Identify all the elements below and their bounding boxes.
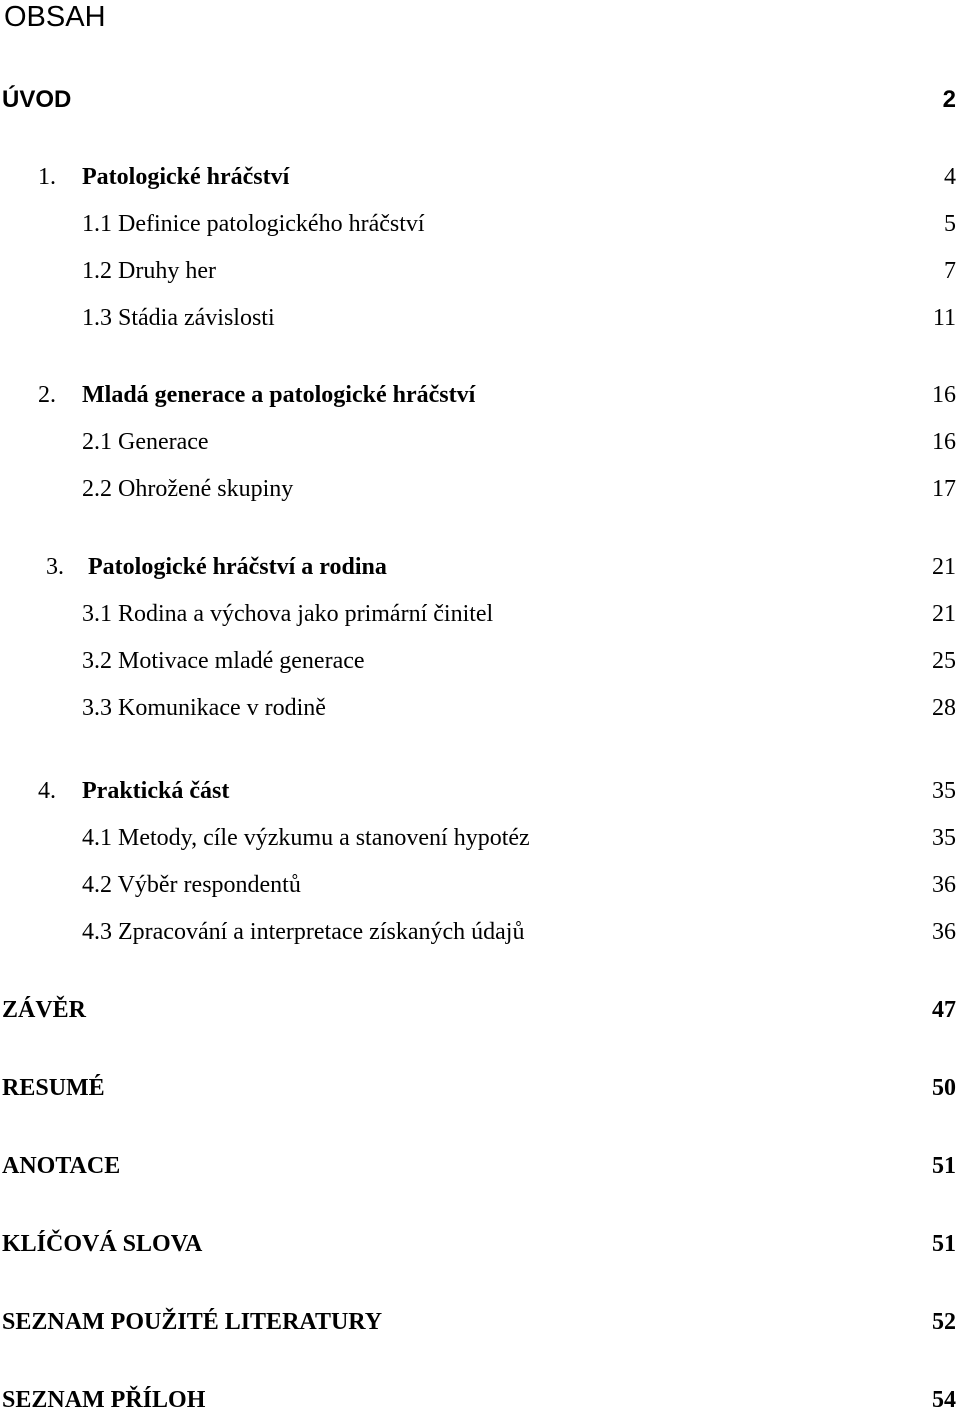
- toc-entry-page: 52: [932, 1309, 956, 1335]
- toc-entry-klicova-slova[interactable]: [0, 1229, 960, 1259]
- toc-section-1-1[interactable]: [0, 209, 960, 239]
- toc-entry-title: 1.2 Druhy her: [82, 258, 216, 284]
- toc-entry-title: ZÁVĚR: [2, 997, 87, 1023]
- toc-entry-page: 7: [944, 258, 956, 284]
- toc-entry-title: RESUMÉ: [2, 1075, 105, 1101]
- toc-entry-title: 4.1 Metody, cíle výzkumu a stanovení hypotéz: [82, 825, 530, 851]
- toc-entry-resume[interactable]: [0, 1073, 960, 1103]
- toc-section-1-2[interactable]: [0, 256, 960, 286]
- toc-entry-title: ANOTACE: [2, 1153, 121, 1179]
- toc-entry-page: 51: [932, 1231, 956, 1257]
- toc-entry-page: 54: [932, 1387, 956, 1413]
- toc-entry-page: 35: [932, 778, 956, 804]
- toc-entry-seznam-priloh[interactable]: [0, 1385, 960, 1415]
- toc-entry-title: 4.2 Výběr respondentů: [82, 872, 301, 898]
- toc-section-2-1[interactable]: [0, 427, 960, 457]
- toc-entry-page: 4: [944, 164, 956, 190]
- toc-entry-title: SEZNAM POUŽITÉ LITERATURY: [2, 1309, 383, 1335]
- page-title: OBSAH: [4, 1, 106, 33]
- toc-entry-title: 3.2 Motivace mladé generace: [82, 648, 365, 674]
- toc-entry-page: 11: [932, 305, 956, 331]
- toc-chapter-number: 4.: [38, 778, 56, 804]
- toc-entry-page: 36: [932, 872, 956, 898]
- toc-entry-anotace[interactable]: [0, 1151, 960, 1181]
- toc-section-3-1[interactable]: [0, 599, 960, 629]
- toc-entry-page: 21: [932, 554, 956, 580]
- toc-entry-title: 2.2 Ohrožené skupiny: [82, 476, 294, 502]
- toc-entry-page: 2: [942, 86, 956, 113]
- toc-entry-title: 4.3 Zpracování a interpretace získaných údajů: [82, 919, 525, 945]
- toc-section-3-2[interactable]: [0, 646, 960, 676]
- toc-entry-title: Patologické hráčství a rodina: [88, 554, 387, 580]
- toc-chapter-3[interactable]: [0, 552, 960, 582]
- toc-entry-page: 28: [932, 695, 956, 721]
- toc-entry-title: ÚVOD: [2, 86, 72, 113]
- toc-entry-title: 1.1 Definice patologického hráčství: [82, 211, 425, 237]
- toc-entry-page: 17: [932, 476, 956, 502]
- toc-section-4-1[interactable]: [0, 823, 960, 853]
- toc-chapter-4[interactable]: [0, 776, 960, 806]
- toc-section-1-3[interactable]: [0, 303, 960, 333]
- toc-section-2-2[interactable]: [0, 474, 960, 504]
- toc-entry-title: 2.1 Generace: [82, 429, 209, 455]
- toc-chapter-number: 3.: [46, 554, 64, 580]
- toc-entry-page: 35: [932, 825, 956, 851]
- toc-entry-page: 16: [932, 382, 956, 408]
- toc-entry-title: 3.1 Rodina a výchova jako primární činitel: [82, 601, 494, 627]
- toc-entry-page: 50: [932, 1075, 956, 1101]
- toc-section-4-3[interactable]: [0, 917, 960, 947]
- toc-entry-uvod[interactable]: [0, 85, 960, 115]
- toc-section-4-2[interactable]: [0, 870, 960, 900]
- toc-entry-page: 16: [932, 429, 956, 455]
- toc-chapter-number: 2.: [38, 382, 56, 408]
- toc-chapter-2[interactable]: [0, 380, 960, 410]
- toc-entry-title: 3.3 Komunikace v rodině: [82, 695, 326, 721]
- toc-entry-title: 1.3 Stádia závislosti: [82, 305, 275, 331]
- toc-chapter-1[interactable]: [0, 162, 960, 192]
- toc-entry-title: Patologické hráčství: [82, 164, 290, 190]
- toc-entry-title: SEZNAM PŘÍLOH: [2, 1387, 206, 1413]
- toc-entry-page: 36: [932, 919, 956, 945]
- toc-entry-title: Praktická část: [82, 778, 230, 804]
- toc-entry-page: 5: [944, 211, 956, 237]
- toc-entry-page: 25: [932, 648, 956, 674]
- toc-entry-seznam-literatury[interactable]: [0, 1307, 960, 1337]
- toc-entry-title: Mladá generace a patologické hráčství: [82, 382, 476, 408]
- toc-entry-page: 51: [932, 1153, 956, 1179]
- toc-entry-page: 47: [932, 997, 956, 1023]
- toc-section-3-3[interactable]: [0, 693, 960, 723]
- toc-entry-page: 21: [932, 601, 956, 627]
- toc-entry-zaver[interactable]: [0, 995, 960, 1025]
- toc-chapter-number: 1.: [38, 164, 56, 190]
- toc-entry-title: KLÍČOVÁ SLOVA: [2, 1231, 203, 1257]
